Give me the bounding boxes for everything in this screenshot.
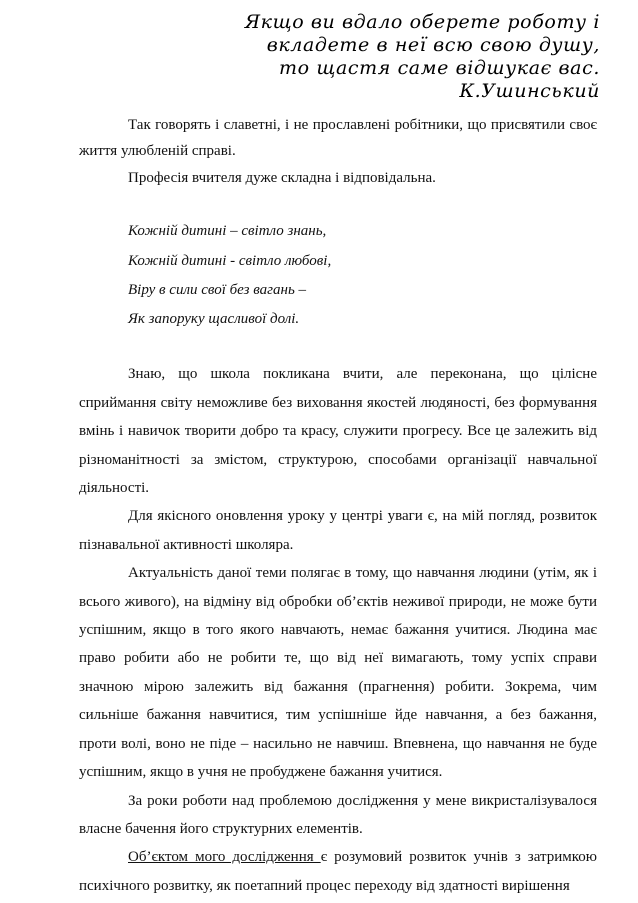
poem-line: Як запоруку щасливої долі. bbox=[128, 311, 300, 328]
paragraph-intro: Так говорять і славетні, і не прославлені робітники, що присвятили своє життя улюбленій справі. bbox=[79, 117, 597, 160]
paragraph-school: Знаю, що школа покликана вчити, але переконана, що цілісне сприймання світу неможливе без виховання якостей людяності, без формування вмінь і навичок творити добро та красу, служити прогресу. Все це залежить від різноманітності за змістом, структурою, способами організації навчальної діяльності. bbox=[79, 366, 597, 497]
epigraph-line: Якщо ви вдало оберете роботу і bbox=[244, 11, 600, 33]
object-text: є розумовий розвиток учнів з затримкою психічного розвитку, як поетапний процес переходу від здатності вирішення bbox=[79, 849, 597, 894]
paragraph-research: За роки роботи над проблемою дослідження у мене викристалізувалося власне бачення його структурних елементів. bbox=[79, 792, 597, 837]
paragraph-lesson: Для якісного оновлення уроку у центрі уваги є, на мій погляд, розвиток пізнавальної активності школяра. bbox=[79, 508, 597, 553]
poem-line: Віру в сили свої без вагань – bbox=[128, 281, 307, 298]
poem-line: Кожній дитині – світло знань, bbox=[128, 223, 327, 240]
epigraph-author: К.Ушинський bbox=[459, 80, 600, 102]
epigraph-line: то щастя саме відшукає вас. bbox=[279, 57, 600, 79]
epigraph bbox=[245, 11, 600, 103]
paragraph-profession: Професія вчителя дуже складна і відповідальна. bbox=[128, 169, 436, 186]
document-body bbox=[79, 112, 597, 900]
object-heading: Об’єктом мого дослідження bbox=[128, 849, 321, 866]
paragraph-relevance: Актуальність даної теми полягає в тому, що навчання людини (утім, як і всього живого), на відміну від обробки об’єктів неживої природи, не може бути успішним, якщо в того якого навчають, немає бажання учитися. Людина має право робити або не робити те, що від неї вимагають, тому успіх справи значною мірою залежить від бажання (прагнення) робити. Зокрема, чим сильніше бажання навчитися, тим успішніше йде навчання, а без бажання, проти волі, воно не піде – насильно не навчиш. Впевнена, що навчання не буде успішним, якщо в учня не пробуджене бажання учитися. bbox=[79, 565, 597, 781]
poem-line: Кожній дитині - світло любові, bbox=[128, 252, 332, 269]
poem bbox=[79, 217, 597, 334]
paragraph-object bbox=[79, 843, 597, 900]
epigraph-line: вкладете в неї всю свою душу, bbox=[266, 34, 600, 56]
